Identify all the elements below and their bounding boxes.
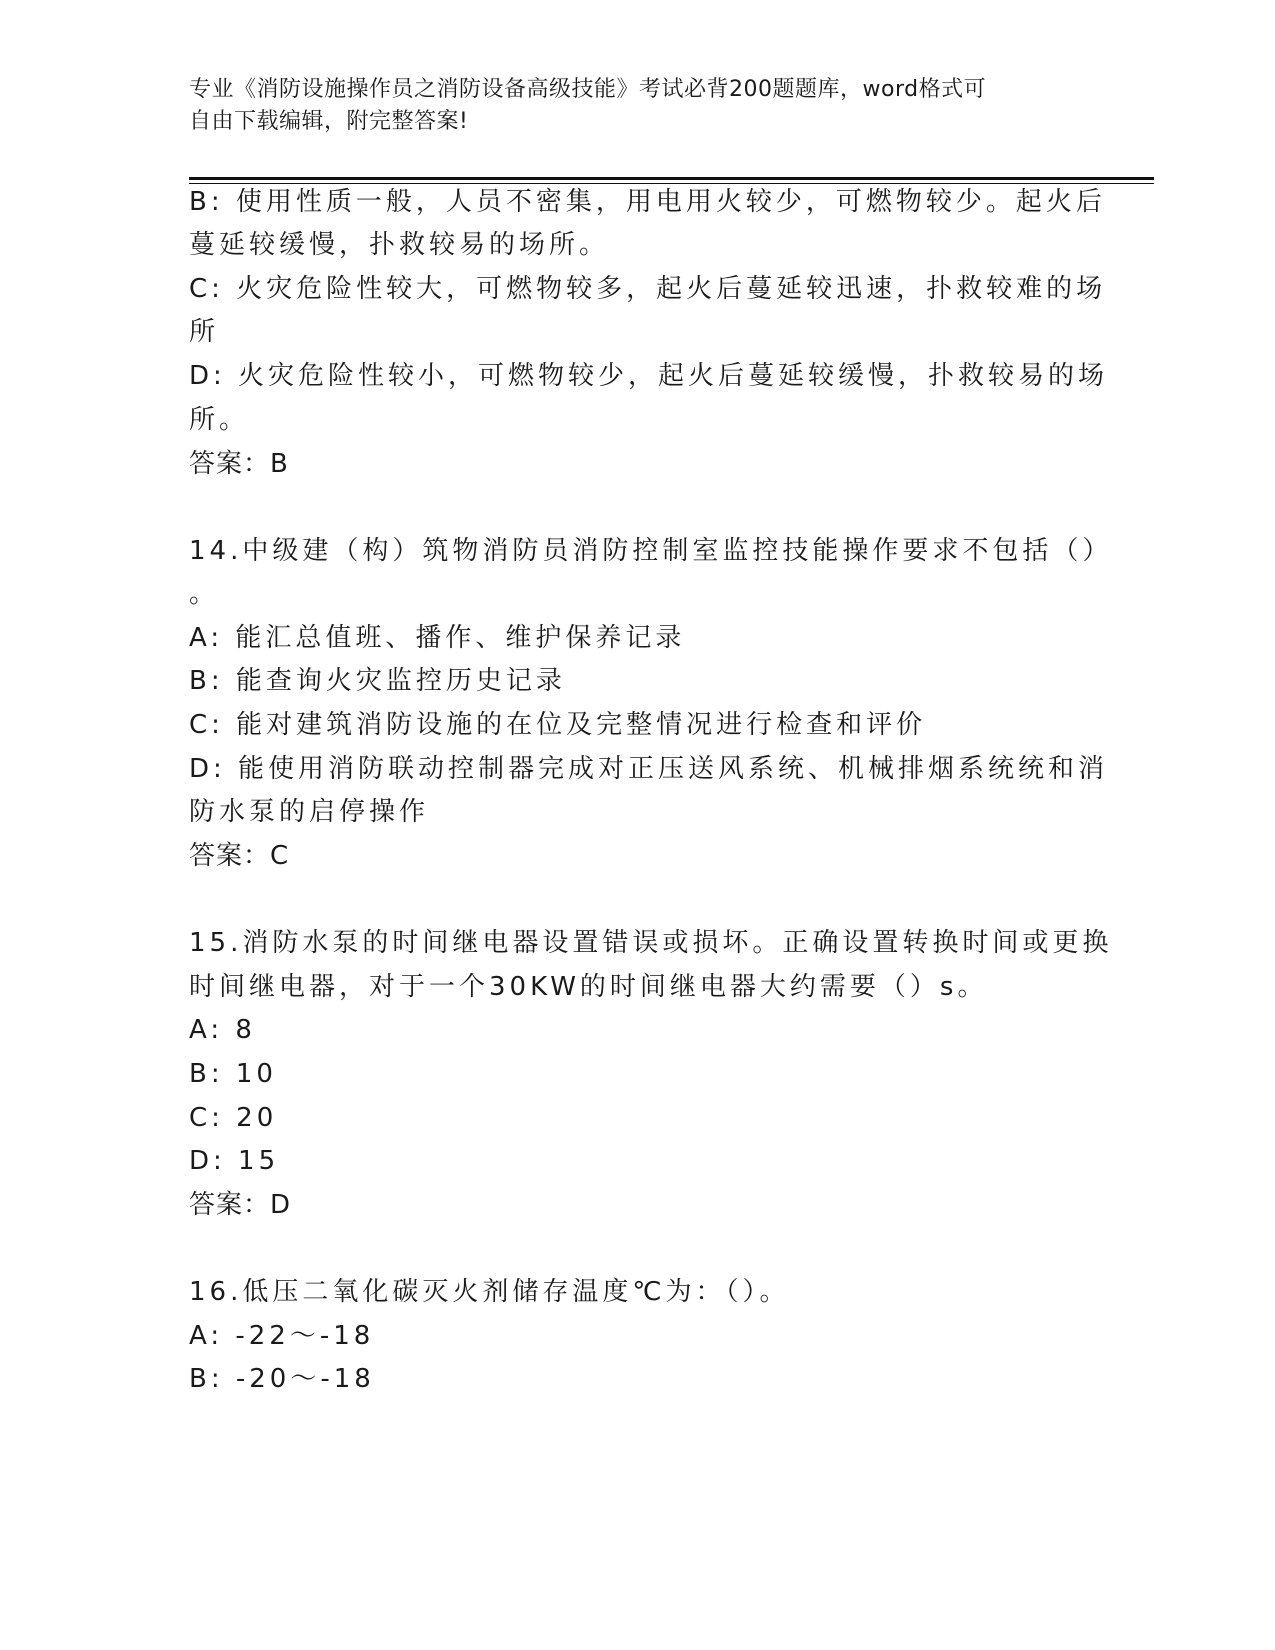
q13-option-b-line2: 蔓延较缓慢，扑救较易的场所。	[189, 230, 610, 260]
q14-stem-line1: 14.中级建（构）筑物消防员消防控制室监控技能操作要求不包括（）	[189, 536, 1113, 566]
header-rule-thick	[189, 177, 1154, 180]
q15-answer: 答案：D	[189, 1190, 292, 1220]
q15-option-a: A: 8	[189, 1015, 256, 1045]
q14-option-b: B: 能查询火灾监控历史记录	[189, 666, 566, 696]
q15-option-d: D: 15	[189, 1146, 280, 1176]
q14-option-d-line1: D: 能使用消防联动控制器完成对正压送风系统、机械排烟系统统和消	[189, 754, 1109, 784]
q13-option-c-line2: 所	[189, 317, 220, 347]
q15-stem-line2: 时间继电器，对于一个30KW的时间继电器大约需要（）s。	[189, 972, 988, 1002]
q16-stem-line1: 16.低压二氧化碳灭火剂储存温度℃为：（）。	[189, 1277, 790, 1307]
q16-option-a: A: -22～-18	[189, 1321, 375, 1351]
q13-option-d-line1: D: 火灾危险性较小，可燃物较少，起火后蔓延较缓慢，扑救较易的场	[189, 361, 1109, 391]
q16-option-b: B: -20～-18	[189, 1364, 375, 1394]
header-line-1: 专业《消防设施操作员之消防设备高级技能》考试必背200题题库，word格式可	[189, 77, 987, 102]
document-header	[189, 74, 1069, 138]
q13-option-d-line2: 所。	[189, 405, 250, 435]
q13-option-c-line1: C: 火灾危险性较大，可燃物较多，起火后蔓延较迅速，扑救较难的场	[189, 274, 1107, 304]
q15-stem-line1: 15.消防水泵的时间继电器设置错误或损坏。正确设置转换时间或更换	[189, 928, 1113, 958]
q15-option-b: B: 10	[189, 1059, 277, 1089]
q13-option-b-line1: B: 使用性质一般，人员不密集，用电用火较少，可燃物较少。起火后	[189, 187, 1106, 217]
q14-option-c: C: 能对建筑消防设施的在位及完整情况进行检查和评价	[189, 710, 927, 740]
q15-option-c: C: 20	[189, 1103, 278, 1133]
q14-answer: 答案：C	[189, 841, 290, 871]
q14-option-a: A: 能汇总值班、播作、维护保养记录	[189, 623, 686, 653]
q13-answer: 答案：B	[189, 449, 289, 479]
q14-option-d-line2: 防水泵的启停操作	[189, 797, 430, 827]
header-rule-thin	[189, 183, 1154, 184]
q14-stem-line2: 。	[189, 579, 220, 609]
header-line-2: 自由下载编辑，附完整答案!	[189, 109, 469, 134]
